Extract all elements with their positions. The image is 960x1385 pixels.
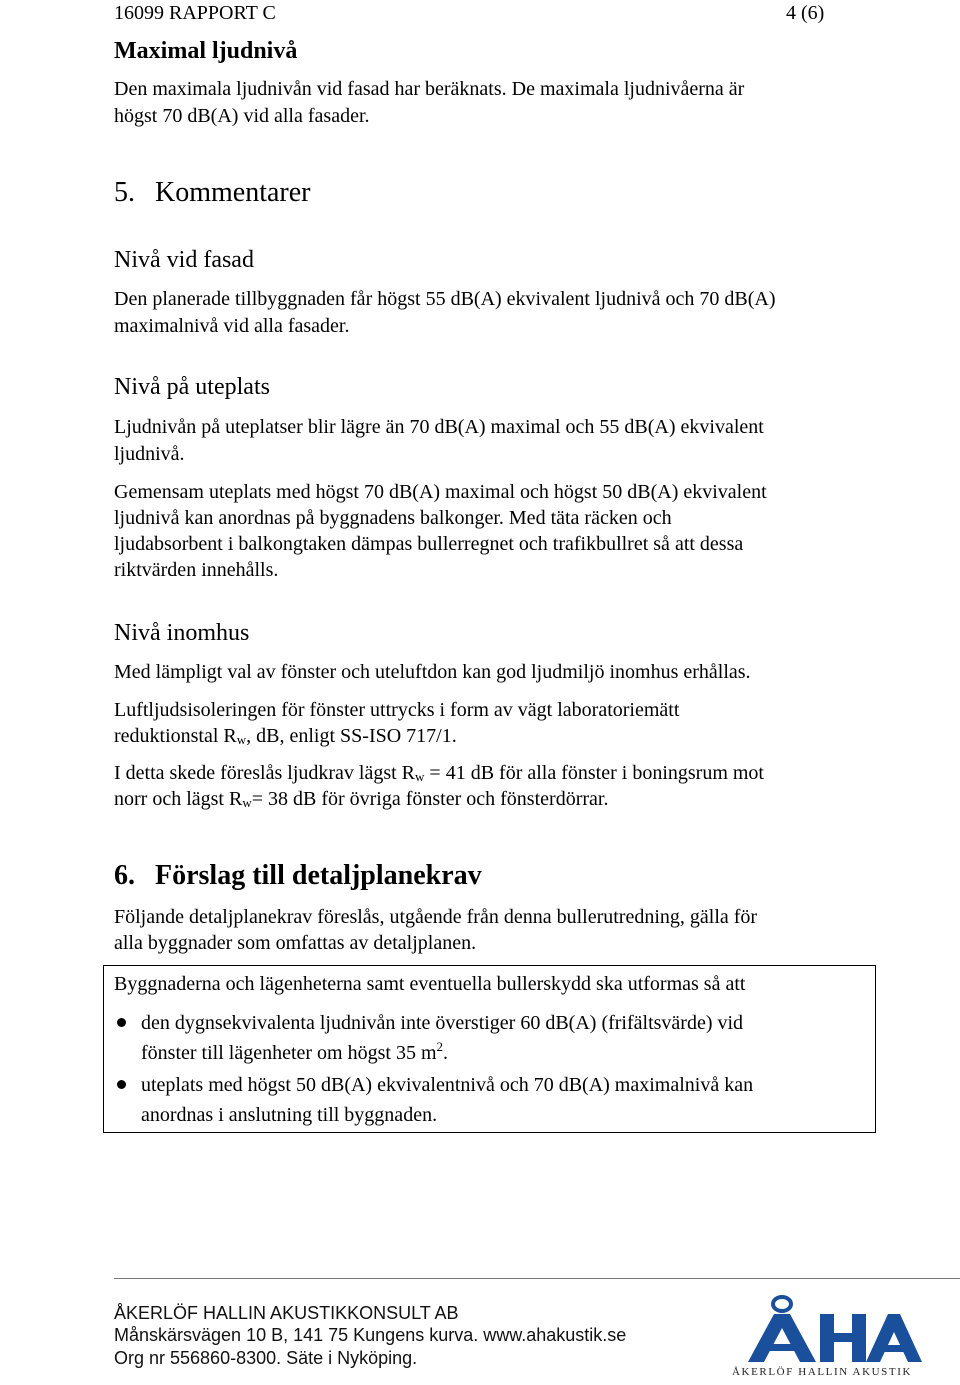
bullet-dot-icon: [117, 1080, 126, 1089]
outdoor-p2-line-3: ljudabsorbent i balkongtaken dämpas bullerregnet och trafikbullret så att dessa: [114, 533, 744, 555]
max-level-heading: Maximal ljudnivå: [114, 38, 298, 64]
section-5-number: 5.: [114, 177, 135, 208]
outdoor-p2-line-1: Gemensam uteplats med högst 70 dB(A) maximal och högst 50 dB(A) ekvivalent: [114, 481, 767, 503]
outdoor-p1-line-2: ljudnivå.: [114, 443, 185, 465]
indoor-p2-line-2: reduktionstal $R_w$, dB, enligt SS-ISO 717/1.: [114, 725, 457, 747]
outdoor-heading: Nivå på uteplats: [114, 374, 270, 400]
logo-text: ÅKERLÖF HALLIN AKUSTIK: [732, 1366, 913, 1378]
requirement-bullet-2-line-1: uteplats med högst 50 dB(A) ekvivalentnivå och 70 dB(A) maximalnivå kan: [141, 1074, 754, 1096]
requirement-intro: Byggnaderna och lägenheterna samt eventuella bullerskydd ska utformas så att: [114, 973, 746, 995]
section-6-line-2: alla byggnader som omfattas av detaljplanen.: [114, 932, 477, 954]
indoor-p1: Med lämpligt val av fönster och uteluftdon kan god ljudmiljö inomhus erhållas.: [114, 661, 751, 683]
section-5-title: Kommentarer: [155, 177, 311, 208]
requirement-bullet-2-line-2: anordnas i anslutning till byggnaden.: [141, 1104, 438, 1126]
indoor-p2-line-1: Luftljudsisoleringen för fönster uttrycks i form av vägt laboratoriemätt: [114, 699, 680, 721]
footer-divider: [114, 1278, 960, 1279]
max-level-line-1: Den maximala ljudnivån vid fasad har beräknats. De maximala ljudnivåerna är: [114, 78, 745, 100]
bullet-dot-icon: [117, 1018, 126, 1027]
indoor-p3-line-1: I detta skede föreslås ljudkrav lägst $R_w = 41$ dB för alla fönster i boningsrum mot: [114, 762, 764, 784]
requirement-bullet-1-line-2: fönster till lägenheter om högst 35 $m^2$.: [141, 1039, 448, 1064]
section-6-title: Förslag till detaljplanekrav: [155, 860, 482, 891]
footer-company: ÅKERLÖF HALLIN AKUSTIKKONSULT AB: [114, 1303, 459, 1323]
company-logo: [730, 1290, 930, 1380]
report-id: 16099 RAPPORT C: [114, 2, 276, 24]
facade-line-2: maximalnivå vid alla fasader.: [114, 315, 350, 337]
outdoor-p2-line-2: ljudnivå kan anordnas på byggnadens balkonger. Med täta räcken och: [114, 507, 672, 529]
requirement-bullet-1-line-1: den dygnsekvivalenta ljudnivån inte överstiger 60 dB(A) (frifältsvärde) vid: [141, 1012, 744, 1034]
section-6-number: 6.: [114, 860, 135, 891]
outdoor-p1-line-1: Ljudnivån på uteplatser blir lägre än 70 dB(A) maximal och 55 dB(A) ekvivalent: [114, 416, 764, 438]
footer-org: Org nr 556860-8300. Säte i Nyköping.: [114, 1348, 418, 1368]
indoor-p3-line-2: norr och lägst $R_w= 38$ dB för övriga fönster och fönsterdörrar.: [114, 788, 609, 810]
facade-heading: Nivå vid fasad: [114, 247, 254, 273]
max-level-line-2: högst 70 dB(A) vid alla fasader.: [114, 105, 370, 127]
section-6-line-1: Följande detaljplanekrav föreslås, utgående från denna bullerutredning, gälla för: [114, 906, 758, 928]
indoor-heading: Nivå inomhus: [114, 620, 250, 646]
page-number: 4 (6): [786, 2, 825, 24]
outdoor-p2-line-4: riktvärden innehålls.: [114, 559, 279, 581]
facade-line-1: Den planerade tillbyggnaden får högst 55 dB(A) ekvivalent ljudnivå och 70 dB(A): [114, 288, 776, 310]
footer-address: Månskärsvägen 10 B, 141 75 Kungens kurva. www.ahakustik.se: [114, 1325, 627, 1345]
